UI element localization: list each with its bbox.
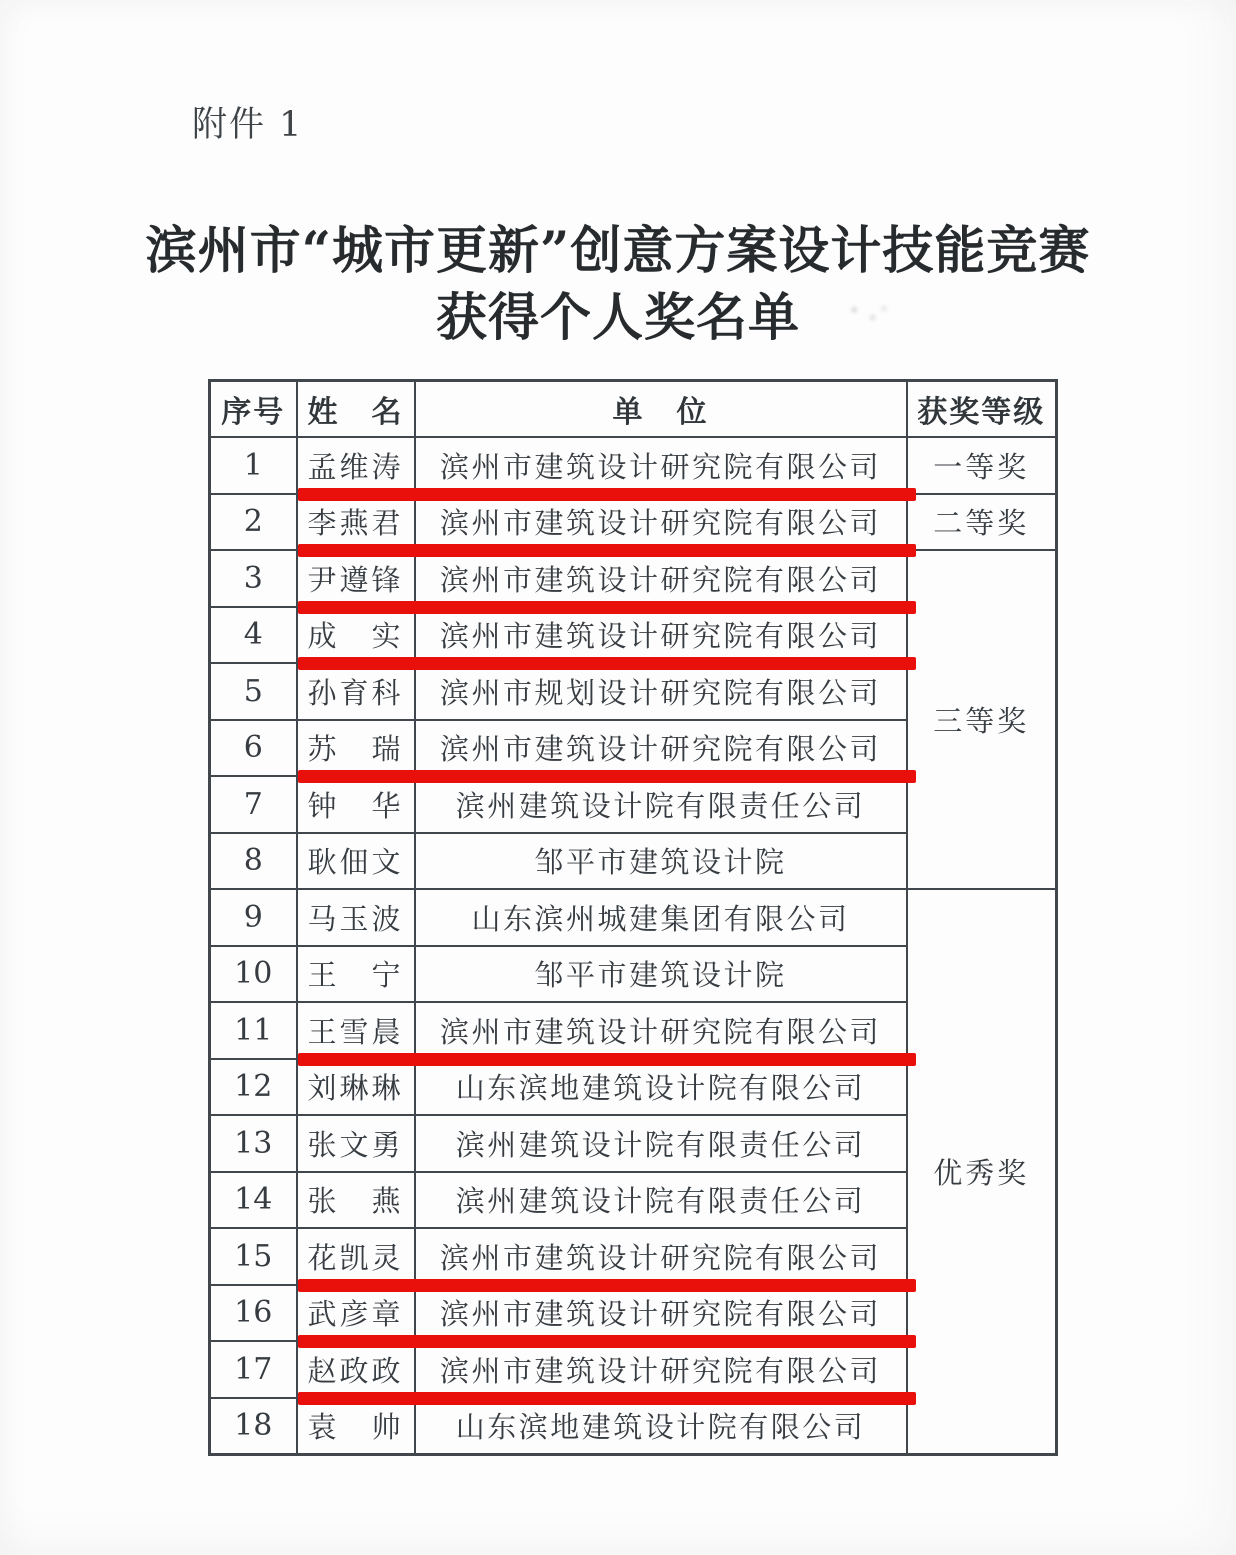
cell-serial: 8 [210,833,297,890]
cell-serial: 11 [210,1002,297,1059]
cell-name: 苏 瑞 [297,720,415,777]
cell-serial: 9 [210,889,297,946]
cell-unit: 山东滨地建筑设计院有限公司 [415,1398,907,1455]
cell-award: 二等奖 [907,494,1057,551]
header-unit: 单 位 [415,381,907,438]
cell-serial: 12 [210,1059,297,1116]
cell-serial: 3 [210,550,297,607]
cell-name: 李燕君 [297,494,415,551]
cell-award: 三等奖 [907,550,1057,889]
cell-serial: 2 [210,494,297,551]
cell-name: 成 实 [297,607,415,664]
cell-unit: 滨州市建筑设计研究院有限公司 [415,550,907,607]
cell-name: 武彦章 [297,1285,415,1342]
table-row [210,437,1057,494]
cell-name: 尹遵锋 [297,550,415,607]
cell-name: 袁 帅 [297,1398,415,1455]
cell-name: 王 宁 [297,946,415,1003]
cell-unit: 滨州建筑设计院有限责任公司 [415,1172,907,1229]
cell-serial: 14 [210,1172,297,1229]
cell-serial: 5 [210,663,297,720]
cell-unit: 滨州市建筑设计研究院有限公司 [415,607,907,664]
cell-name: 耿佃文 [297,833,415,890]
cell-name: 孙育科 [297,663,415,720]
cell-name: 马玉波 [297,889,415,946]
attachment-label: 附件 1 [192,105,304,145]
cell-unit: 滨州市建筑设计研究院有限公司 [415,720,907,777]
header-award: 获奖等级 [907,381,1057,438]
cell-serial: 18 [210,1398,297,1455]
cell-serial: 4 [210,607,297,664]
cell-serial: 10 [210,946,297,1003]
title-line-2: 获得个人奖名单 [435,288,800,348]
cell-serial: 1 [210,437,297,494]
cell-award: 优秀奖 [907,889,1057,1454]
cell-name: 张文勇 [297,1115,415,1172]
cell-name: 王雪晨 [297,1002,415,1059]
cell-serial: 16 [210,1285,297,1342]
cell-unit: 滨州市建筑设计研究院有限公司 [415,1002,907,1059]
title-line-1: 滨州市“城市更新”创意方案设计技能竞赛 [145,221,1091,281]
scan-smudge [845,302,891,328]
cell-unit: 滨州市建筑设计研究院有限公司 [415,437,907,494]
cell-unit: 滨州市建筑设计研究院有限公司 [415,1285,907,1342]
cell-serial: 13 [210,1115,297,1172]
cell-serial: 17 [210,1341,297,1398]
cell-unit: 滨州建筑设计院有限责任公司 [415,776,907,833]
table-row [210,550,1057,607]
cell-unit: 邹平市建筑设计院 [415,946,907,1003]
table-row [210,494,1057,551]
table-body [210,437,1057,1454]
document-title [0,218,1236,352]
cell-unit: 滨州市建筑设计研究院有限公司 [415,1228,907,1285]
cell-unit: 滨州市建筑设计研究院有限公司 [415,494,907,551]
cell-name: 刘琳琳 [297,1059,415,1116]
awards-table [208,379,1058,1456]
cell-award: 一等奖 [907,437,1057,494]
cell-serial: 6 [210,720,297,777]
cell-name: 花凯灵 [297,1228,415,1285]
cell-name: 钟 华 [297,776,415,833]
cell-name: 孟维涛 [297,437,415,494]
cell-unit: 滨州市建筑设计研究院有限公司 [415,1341,907,1398]
header-serial: 序号 [210,381,297,438]
cell-name: 张 燕 [297,1172,415,1229]
cell-unit: 山东滨地建筑设计院有限公司 [415,1059,907,1116]
cell-unit: 山东滨州城建集团有限公司 [415,889,907,946]
table-row [210,889,1057,946]
header-name: 姓 名 [297,381,415,438]
table-header-row [210,381,1057,438]
cell-serial: 7 [210,776,297,833]
cell-name: 赵政政 [297,1341,415,1398]
cell-unit: 滨州市规划设计研究院有限公司 [415,663,907,720]
cell-unit: 滨州建筑设计院有限责任公司 [415,1115,907,1172]
cell-serial: 15 [210,1228,297,1285]
cell-unit: 邹平市建筑设计院 [415,833,907,890]
